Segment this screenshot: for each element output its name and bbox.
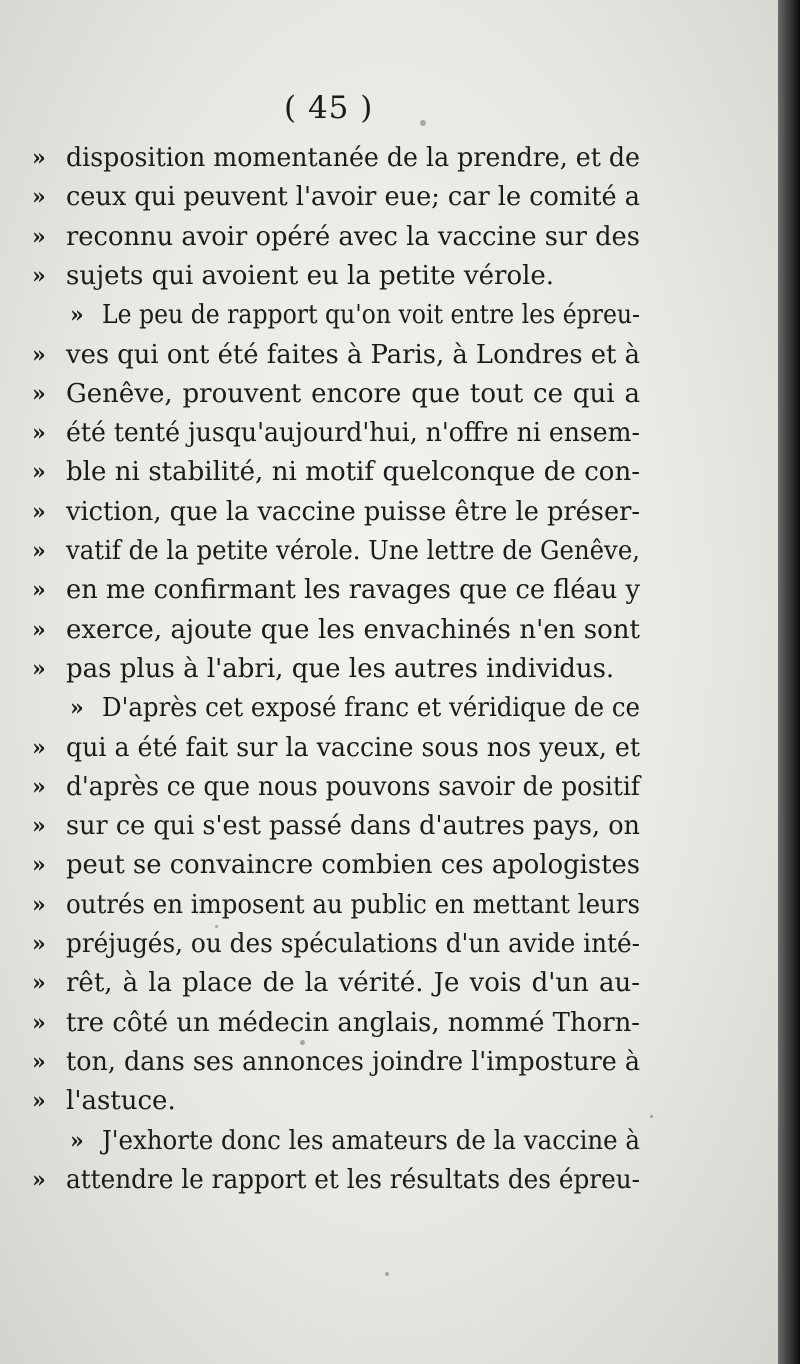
text-line	[0, 609, 778, 651]
text-line	[0, 844, 778, 886]
guillemet-quote-mark: »	[32, 655, 46, 682]
line-text: en me confirmant les ravages que ce fléau y	[66, 575, 640, 606]
text-line	[0, 294, 778, 336]
line-text: exerce, ajoute que les envachinés n'en sont	[66, 614, 640, 645]
line-text: Le peu de rapport qu'on voit entre les épreu-	[102, 300, 640, 331]
text-line	[0, 137, 778, 179]
text-line	[0, 1159, 778, 1201]
line-text: reconnu avoir opéré avec la vaccine sur des	[66, 221, 640, 252]
text-line	[0, 884, 778, 926]
line-text: préjugés, ou des spéculations d'un avide inté-	[66, 929, 640, 959]
guillemet-quote-mark: »	[70, 1127, 84, 1154]
text-line	[0, 766, 778, 808]
text-line	[0, 648, 778, 690]
guillemet-quote-mark: »	[32, 813, 46, 840]
page-edge-shadow	[778, 0, 800, 1364]
line-text: disposition momentanée de la prendre, et de	[66, 143, 640, 173]
guillemet-quote-mark: »	[32, 538, 46, 564]
text-line	[0, 491, 778, 533]
guillemet-quote-mark: »	[32, 223, 46, 250]
guillemet-quote-mark: »	[32, 577, 46, 604]
guillemet-quote-mark: »	[70, 695, 84, 722]
text-line	[0, 1120, 778, 1162]
guillemet-quote-mark: »	[32, 380, 46, 407]
guillemet-quote-mark: »	[32, 184, 46, 211]
guillemet-quote-mark: »	[32, 341, 46, 368]
paper-speck	[385, 1272, 389, 1276]
text-line	[0, 176, 778, 218]
guillemet-quote-mark: »	[32, 970, 46, 997]
text-line	[0, 727, 778, 769]
guillemet-quote-mark: »	[32, 459, 46, 486]
guillemet-quote-mark: »	[32, 1009, 46, 1036]
line-text: l'astuce.	[66, 1086, 176, 1117]
text-line	[0, 569, 778, 611]
guillemet-quote-mark: »	[32, 1048, 46, 1075]
text-line	[0, 1080, 778, 1122]
text-line	[0, 923, 778, 965]
guillemet-quote-mark: »	[32, 145, 46, 171]
line-text: rêt, à la place de la vérité. Je vois d'un au-	[66, 968, 640, 999]
guillemet-quote-mark: »	[32, 931, 46, 957]
page-number: ( 45 )	[284, 90, 374, 126]
line-text: ble ni stabilité, ni motif quelconque de con-	[66, 457, 640, 488]
guillemet-quote-mark: »	[32, 891, 46, 918]
text-line	[0, 373, 778, 415]
line-text: vatif de la petite vérole. Une lettre de Genêve,	[66, 536, 640, 566]
text-line	[0, 1041, 778, 1083]
line-text: peut se convaincre combien ces apologistes	[66, 850, 640, 881]
guillemet-quote-mark: »	[32, 616, 46, 643]
line-text: D'après cet exposé franc et véridique de ce	[102, 693, 640, 724]
text-line	[0, 255, 778, 297]
line-text: sur ce qui s'est passé dans d'autres pays, on	[66, 811, 640, 842]
text-line	[0, 216, 778, 258]
paper-speck	[420, 120, 426, 126]
line-text: J'exhorte donc les amateurs de la vaccine à	[102, 1125, 640, 1156]
text-line	[0, 412, 778, 454]
line-text: ves qui ont été faites à Paris, à Londres et à	[66, 339, 640, 370]
line-text: ton, dans ses annonces joindre l'imposture à	[66, 1046, 640, 1077]
text-line	[0, 451, 778, 493]
line-text: Genêve, prouvent encore que tout ce qui a	[66, 378, 640, 409]
guillemet-quote-mark: »	[32, 262, 46, 289]
guillemet-quote-mark: »	[32, 773, 46, 800]
text-line	[0, 1002, 778, 1044]
text-line	[0, 962, 778, 1004]
line-text: tre côté un médecin anglais, nommé Thorn-	[66, 1007, 640, 1038]
line-text: sujets qui avoient eu la petite vérole.	[66, 260, 555, 291]
text-line	[0, 334, 778, 376]
line-text: attendre le rapport et les résultats des épreu-	[66, 1164, 640, 1195]
guillemet-quote-mark: »	[32, 734, 46, 761]
line-text: viction, que la vaccine puisse être le préser-	[66, 496, 640, 527]
line-text: qui a été fait sur la vaccine sous nos yeux, et	[66, 732, 640, 763]
guillemet-quote-mark: »	[32, 498, 46, 525]
guillemet-quote-mark: »	[32, 420, 46, 447]
text-line	[0, 687, 778, 729]
guillemet-quote-mark: »	[32, 1088, 46, 1115]
guillemet-quote-mark: »	[32, 1166, 46, 1193]
line-text: outrés en imposent au public en mettant leurs	[66, 889, 640, 920]
line-text: ceux qui peuvent l'avoir eue; car le comité a	[66, 182, 640, 213]
guillemet-quote-mark: »	[32, 852, 46, 879]
guillemet-quote-mark: »	[70, 302, 84, 329]
line-text: été tenté jusqu'aujourd'hui, n'offre ni ensem-	[66, 418, 640, 449]
line-text: d'après ce que nous pouvons savoir de positif	[66, 771, 640, 802]
text-line	[0, 530, 778, 572]
text-line	[0, 805, 778, 847]
line-text: pas plus à l'abri, que les autres individus.	[66, 653, 615, 684]
